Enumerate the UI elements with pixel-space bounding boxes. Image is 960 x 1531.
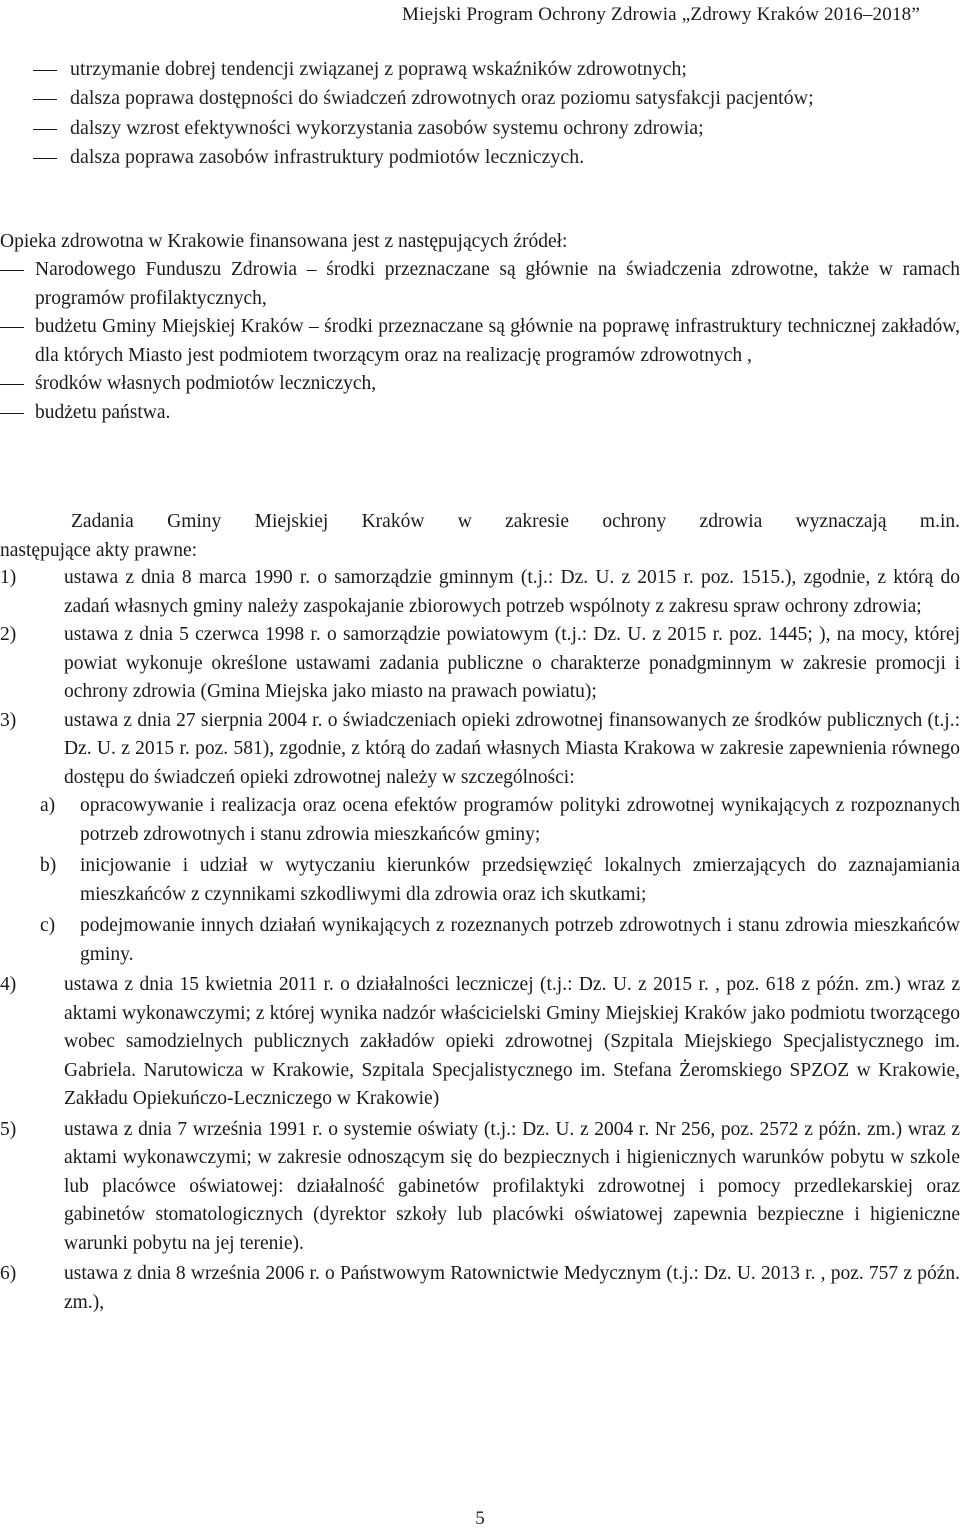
act-number: 4) bbox=[0, 974, 17, 995]
list-item: budżetu państwa. bbox=[0, 399, 960, 428]
list-item: dalsza poprawa zasobów infrastruktury podmiotów leczniczych. bbox=[33, 143, 933, 172]
list-item: utrzymanie dobrej tendencji związanej z poprawą wskaźników zdrowotnych; bbox=[33, 55, 933, 84]
running-header: Miejski Program Ochrony Zdrowia „Zdrowy Kraków 2016–2018” bbox=[402, 4, 920, 25]
act-number: 1) bbox=[0, 567, 17, 588]
subitem-text: podejmowanie innych działań wynikających z rozeznanych potrzeb zdrowotnych i stanu zdrowia mieszkańców gminy. bbox=[80, 915, 960, 965]
list-item: środków własnych podmiotów leczniczych, bbox=[0, 370, 960, 399]
list-item: budżetu Gminy Miejskiej Kraków – środki przeznaczane są głównie na poprawę infrastruktury technicznej zakładów, dla których Miasto jest podmiotem tworzącym oraz na realizację programów zdrowotnych , bbox=[0, 313, 960, 370]
legal-acts-list bbox=[0, 564, 960, 1317]
act-text: ustawa z dnia 7 września 1991 r. o systemie oświaty (t.j.: Dz. U. z 2004 r. Nr 256, poz. 2572 z późn. zm.) wraz z aktami wykonawczymi; w zakresie odnoszącym się do bezpiecznych i higienicznych warunków pobytu w szkole lub placówce oświatowej: działalność gabinetów profilaktyki zdrowotnej i pomocy przedlekarskiej oraz gabinetów stomatologicznych (dyrektor szkoły lub placówki oświatowej zapewnia bezpieczne i higieniczne warunki pobytu na jej terenie). bbox=[64, 1118, 960, 1254]
funding-sources-list bbox=[0, 256, 960, 427]
tasks-intro-line: Zadania Gminy Miejskiej Kraków w zakresie ochrony zdrowia wyznaczają m.in. bbox=[71, 511, 960, 532]
legal-act-item bbox=[0, 621, 960, 707]
legal-act-item bbox=[0, 564, 960, 621]
legal-act-item bbox=[0, 971, 960, 1114]
act-text: ustawa z dnia 27 sierpnia 2004 r. o świadczeniach opieki zdrowotnej finansowanych ze środków publicznych (t.j.: Dz. U. z 2015 r. poz. 581), zgodnie, z którą do zadań własnych Miasta Krakowa w zakresie zapewnienia równego dostępu do świadczeń opieki zdrowotnej należy w szczególności: bbox=[64, 709, 960, 788]
act-text: ustawa z dnia 8 marca 1990 r. o samorządzie gminnym (t.j.: Dz. U. z 2015 r. poz. 1515.), zgodnie, z którą do zadań własnych gminy należy zaspokajanie zbiorowych potrzeb wspólnoty z zakresu spraw ochrony zdrowia; bbox=[64, 567, 960, 617]
subitem-letter: b) bbox=[40, 855, 57, 876]
act-number: 2) bbox=[0, 624, 17, 645]
legal-act-item bbox=[0, 707, 960, 793]
list-item: dalszy wzrost efektywności wykorzystania zasobów systemu ochrony zdrowia; bbox=[33, 114, 933, 143]
act-text: ustawa z dnia 5 czerwca 1998 r. o samorządzie powiatowym (t.j.: Dz. U. z 2015 r. poz. 1445; ), na mocy, której powiat wykonuje określone ustawami zadania publiczne o charakterze ponadgminnym w zakresie promocji i ochrony zdrowia (Gmina Miejska jako miasto na prawach powiatu); bbox=[64, 624, 960, 702]
list-item: dalsza poprawa dostępności do świadczeń zdrowotnych oraz poziomu satysfakcji pacjentów; bbox=[33, 84, 933, 113]
legal-act-item bbox=[0, 1260, 960, 1317]
act-text: ustawa z dnia 15 kwietnia 2011 r. o działalności leczniczej (t.j.: Dz. U. z 2015 r. , poz. 618 z późn. zm.) wraz z aktami wykonawczymi; z której wynika nadzór właścicielski Gminy Miejskiej Kraków jako podmiotu tworzącego wobec samodzielnych publicznych zakładów opieki zdrowotnej (Szpitala Miejskiego Specjalistycznego im. Gabriela. Narutowicza w Krakowie, Szpitala Specjalistycznego im. Stefana Żeromskiego SPZOZ w Krakowie, Zakładu Opiekuńczo-Leczniczego w Krakowie) bbox=[64, 974, 960, 1109]
legal-act-subitem bbox=[0, 792, 960, 849]
subitem-text: opracowywanie i realizacja oraz ocena efektów programów polityki zdrowotnej wynikających z rozpoznanych potrzeb zdrowotnych i stanu zdrowia mieszkańców gminy; bbox=[80, 795, 960, 845]
subitem-letter: a) bbox=[40, 795, 56, 816]
funding-intro-paragraph: Opieka zdrowotna w Krakowie finansowana jest z następujących źródeł: bbox=[0, 231, 568, 252]
act-number: 3) bbox=[0, 709, 17, 731]
subitem-letter: c) bbox=[40, 915, 56, 936]
tasks-intro-paragraph bbox=[0, 508, 960, 565]
subitem-text: inicjowanie i udział w wytyczaniu kierunków przedsięwzięć lokalnych zmierzających do zaznajamiania mieszkańców z czynnikami szkodliwymi dla zdrowia oraz ich skutkami; bbox=[80, 855, 960, 905]
legal-act-subitem bbox=[0, 852, 960, 909]
act-number: 5) bbox=[0, 1118, 17, 1140]
goals-dash-list bbox=[33, 55, 933, 172]
act-number: 6) bbox=[0, 1263, 17, 1284]
legal-act-subitem bbox=[0, 912, 960, 969]
tasks-intro-line: następujące akty prawne: bbox=[0, 539, 198, 561]
act-text: ustawa z dnia 8 września 2006 r. o Państwowym Ratownictwie Medycznym (t.j.: Dz. U. 2013 r. , poz. 757 z późn. zm.), bbox=[64, 1263, 960, 1313]
page-number: 5 bbox=[475, 1508, 485, 1529]
list-item: Narodowego Funduszu Zdrowia – środki przeznaczane są głównie na świadczenia zdrowotne, także w ramach programów profilaktycznych, bbox=[0, 256, 960, 313]
legal-act-item bbox=[0, 1116, 960, 1259]
